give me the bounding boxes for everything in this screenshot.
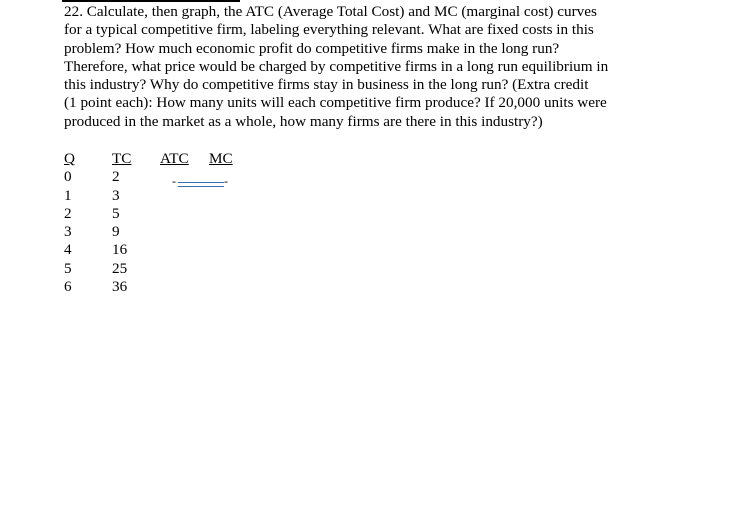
question-line: produced in the market as a whole, how many firms are there in this industry?) <box>64 112 543 130</box>
mc-dash: - <box>224 174 228 188</box>
tc-cell: 36 <box>112 278 128 296</box>
double-underline <box>178 182 224 187</box>
q-column <box>64 150 80 296</box>
q-cell: 3 <box>64 223 72 241</box>
tc-cell: 2 <box>112 168 120 186</box>
tc-cell: 3 <box>112 186 120 204</box>
q-header: Q <box>64 150 75 167</box>
q-cell: 1 <box>64 186 72 204</box>
tc-cell: 5 <box>112 204 120 222</box>
atc-dash: - <box>172 174 176 188</box>
q-cell: 6 <box>64 278 72 296</box>
q-cell: 0 <box>64 168 72 186</box>
question-line: 22. Calculate, then graph, the ATC (Average Total Cost) and MC (marginal cost) curves <box>64 3 597 20</box>
top-rule <box>62 0 240 2</box>
question-line: (1 point each): How many units will each competitive firm produce? If 20,000 units were <box>64 94 607 112</box>
tc-cell: 25 <box>112 259 128 277</box>
question-line: Therefore, what price would be charged by competitive firms in a long run equilibrium in <box>64 57 609 75</box>
tc-header: TC <box>112 150 132 167</box>
q-cell: 4 <box>64 241 72 259</box>
question-line: for a typical competitive firm, labeling everything relevant. What are fixed costs in this <box>64 21 594 39</box>
atc-header: ATC <box>160 150 189 167</box>
tc-column <box>112 150 134 296</box>
tc-cell: 16 <box>112 241 128 259</box>
question-text <box>64 3 664 131</box>
mc-header: MC <box>209 150 233 167</box>
question-line: this industry? Why do competitive firms stay in business in the long run? (Extra credit <box>64 76 589 94</box>
first-row-blanks <box>172 168 232 186</box>
q-cell: 2 <box>64 204 72 222</box>
tc-cell: 9 <box>112 223 120 241</box>
question-line: problem? How much economic profit do competitive firms make in the long run? <box>64 39 560 57</box>
q-cell: 5 <box>64 259 72 277</box>
